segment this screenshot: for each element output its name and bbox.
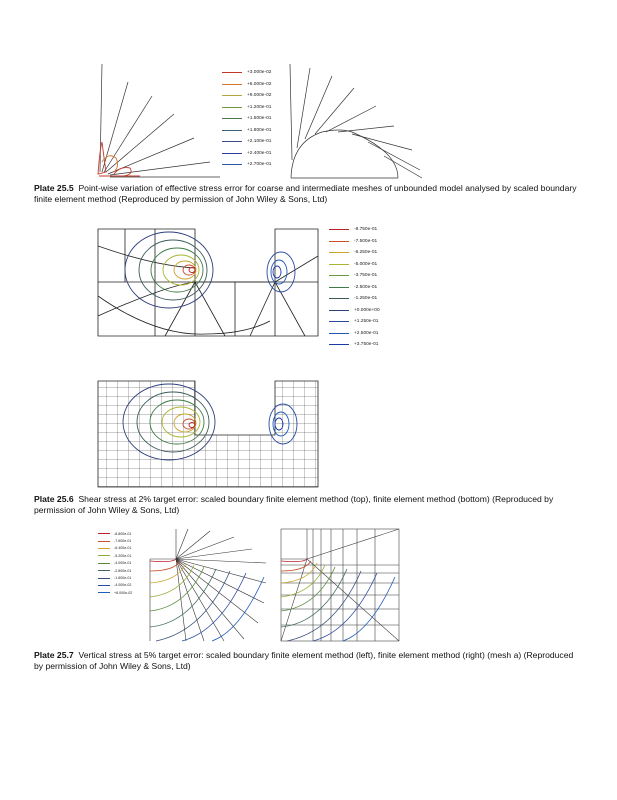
plate-25-5-legend <box>222 67 271 171</box>
legend-item: +3.000e-02 <box>222 67 271 79</box>
legend-swatch <box>329 333 349 334</box>
legend-swatch <box>329 344 349 345</box>
legend-item: -1.600e-01 <box>98 574 132 581</box>
legend-item: +2.700e-01 <box>222 159 271 171</box>
legend-item: +2.100e-01 <box>222 136 271 148</box>
legend-item: +2.500e-01 <box>329 328 380 340</box>
plate-25-5-left-mesh <box>90 62 225 180</box>
plate-25-6-sbfem-plot <box>95 226 321 339</box>
legend-item: -6.250e-01 <box>329 247 380 259</box>
plate-25-7-fem-plot <box>279 527 401 643</box>
plate-25-5-caption <box>34 183 579 205</box>
legend-swatch <box>98 555 110 556</box>
legend-item: -2.800e-01 <box>98 567 132 574</box>
legend-swatch <box>98 563 110 564</box>
legend-swatch <box>329 287 349 288</box>
legend-item: -4.000e-01 <box>98 560 132 567</box>
legend-swatch <box>222 95 242 96</box>
legend-swatch <box>329 321 349 322</box>
legend-swatch <box>98 592 110 593</box>
legend-swatch <box>222 164 242 165</box>
legend-item: +3.750e-01 <box>329 339 380 351</box>
legend-item: +9.000e-02 <box>222 90 271 102</box>
legend-item: +1.800e-01 <box>222 125 271 137</box>
legend-swatch <box>222 72 242 73</box>
plate-number: Plate 25.6 <box>34 494 74 504</box>
legend-swatch <box>222 130 242 131</box>
plate-25-7-sbfem-plot <box>148 527 270 643</box>
legend-swatch <box>222 118 242 119</box>
legend-swatch <box>222 153 242 154</box>
caption-text: Shear stress at 2% target error: scaled boundary finite element method (top), finite element method (bottom) (Reproduced by permission of John Wiley & Sons, Ltd) <box>34 494 554 515</box>
legend-swatch <box>329 229 349 230</box>
legend-item: +8.000e-02 <box>98 589 132 596</box>
legend-item: +2.400e-01 <box>222 148 271 160</box>
legend-swatch <box>98 570 110 571</box>
plate-25-7-legend <box>98 530 132 597</box>
legend-item: +6.000e-02 <box>222 79 271 91</box>
plate-25-5-right-mesh <box>288 60 423 180</box>
legend-item: -6.400e-01 <box>98 545 132 552</box>
legend-swatch <box>98 548 110 549</box>
legend-swatch <box>98 541 110 542</box>
legend-item: +0.000e+00 <box>329 305 380 317</box>
legend-item: +1.200e-01 <box>222 102 271 114</box>
legend-swatch <box>329 275 349 276</box>
legend-item: +1.250e-01 <box>329 316 380 328</box>
legend-item: -8.800e-01 <box>98 530 132 537</box>
caption-text: Vertical stress at 5% target error: scaled boundary finite element method (left), finite element method (right) (mesh a) (Reproduced by permission of John Wiley & Sons, Ltd) <box>34 650 574 671</box>
plate-25-6-legend <box>329 224 380 351</box>
legend-swatch <box>222 141 242 142</box>
legend-item: -5.000e-01 <box>329 259 380 271</box>
legend-swatch <box>98 585 110 586</box>
legend-item: -7.500e-01 <box>329 236 380 248</box>
legend-swatch <box>329 310 349 311</box>
legend-item: -3.750e-01 <box>329 270 380 282</box>
plate-25-6-fem-plot <box>95 378 321 490</box>
legend-item: -8.750e-01 <box>329 224 380 236</box>
plate-number: Plate 25.7 <box>34 650 74 660</box>
legend-swatch <box>329 252 349 253</box>
plate-25-6-caption <box>34 494 579 516</box>
plate-25-7-caption <box>34 650 579 672</box>
legend-swatch <box>222 107 242 108</box>
legend-swatch <box>329 264 349 265</box>
legend-swatch <box>329 241 349 242</box>
legend-swatch <box>98 578 110 579</box>
legend-item: -4.000e-02 <box>98 582 132 589</box>
legend-item: -7.600e-01 <box>98 537 132 544</box>
plate-number: Plate 25.5 <box>34 183 74 193</box>
legend-item: +1.500e-01 <box>222 113 271 125</box>
legend-item: -2.500e-01 <box>329 282 380 294</box>
legend-item: -5.200e-01 <box>98 552 132 559</box>
caption-text: Point-wise variation of effective stress error for coarse and intermediate meshes of unbounded model analysed by scaled boundary finite element method (Reproduced by permission of John Wiley & Sons, Ltd) <box>34 183 577 204</box>
legend-swatch <box>222 84 242 85</box>
legend-swatch <box>98 533 110 534</box>
legend-item: -1.250e-01 <box>329 293 380 305</box>
legend-swatch <box>329 298 349 299</box>
